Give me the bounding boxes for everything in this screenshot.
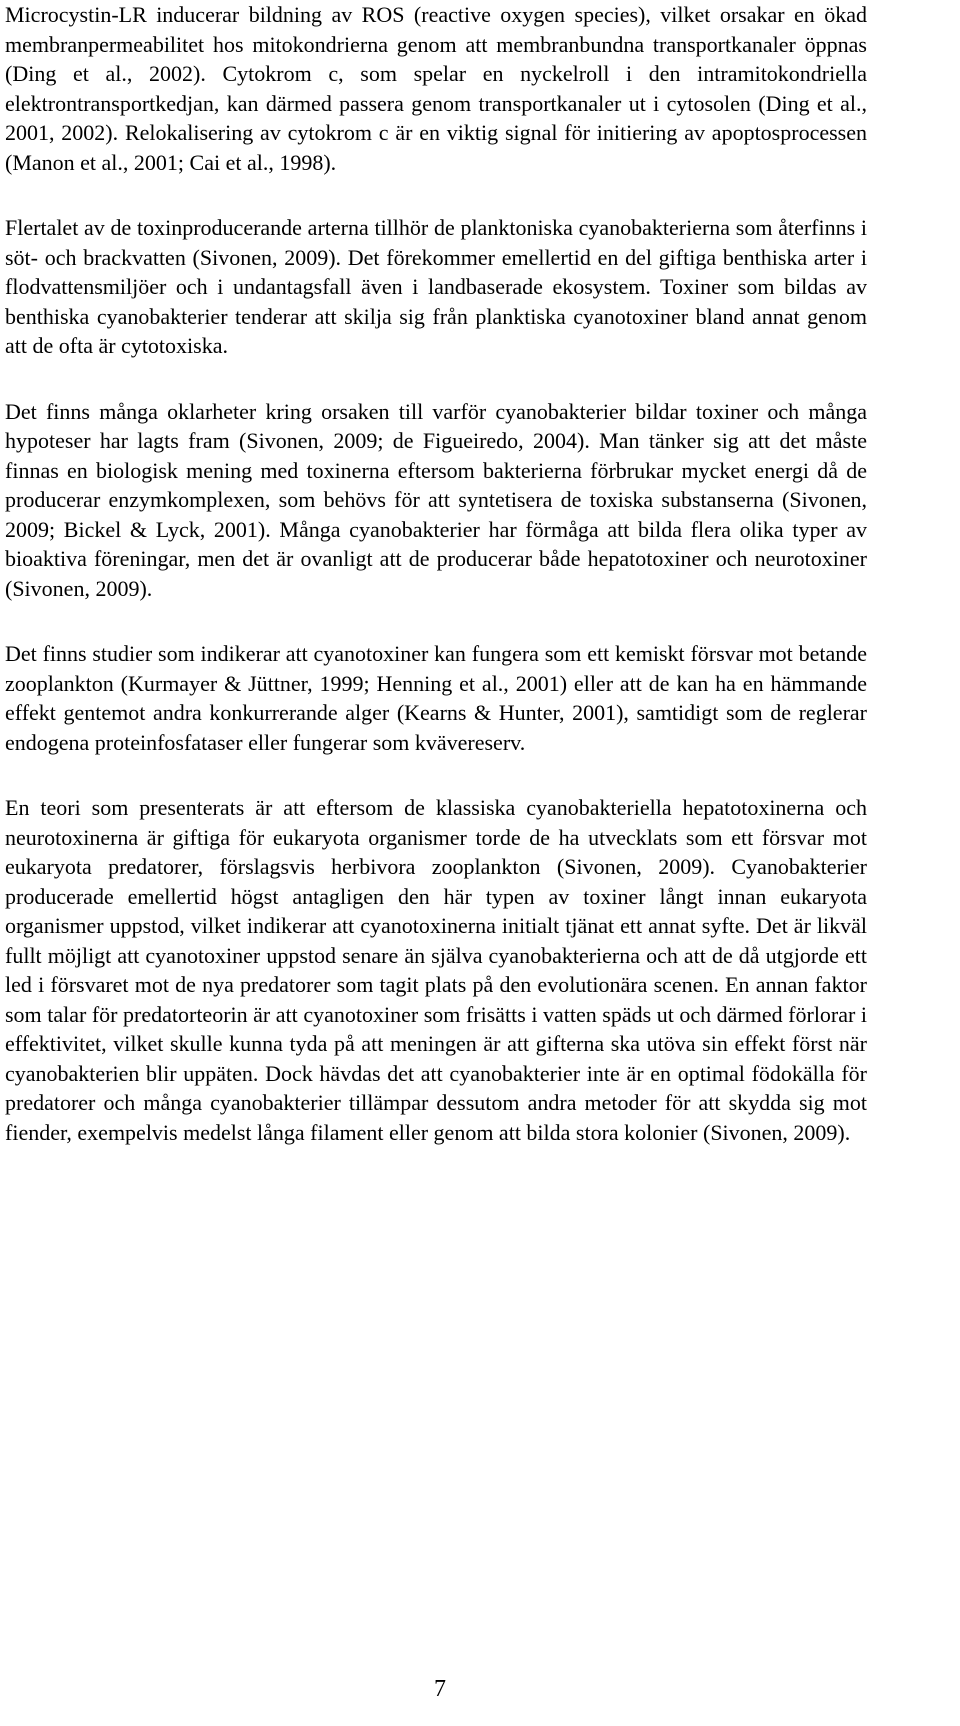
paragraph-3: Det finns många oklarheter kring orsaken till varför cyanobakterier bildar toxiner och många hypoteser har lagts fram (Sivonen, 2009; de Figueiredo, 2004). Man tänker sig att det måste finnas en biologisk mening med toxinerna eftersom bakterierna förbrukar mycket energi då de producerar enzymkomplexen, som behövs för att syntetisera de toxiska substanserna (Sivonen, 2009; Bickel & Lyck, 2001). Många cyanobakterier har förmåga att bilda flera olika typer av bioaktiva föreningar, men det är ovanligt att de producerar både hepatotoxiner och neurotoxiner (Sivonen, 2009). xyxy=(5,398,867,601)
paragraph-1: Microcystin-LR inducerar bildning av ROS (reactive oxygen species), vilket orsakar en ökad membranpermeabilitet hos mitokondrierna genom att membranbundna transportkanaler öppnas (Ding et al., 2002). Cytokrom c, som spelar en nyckelroll i den intramitokondriella elektrontransportkedjan, kan därmed passera genom transportkanaler ut i cytosolen (Ding et al., 2001, 2002). Relokalisering av cytokrom c är en viktig signal för initiering av apoptosprocessen (Manon et al., 2001; Cai et al., 1998). xyxy=(5,2,867,175)
paragraph-4: Det finns studier som indikerar att cyanotoxiner kan fungera som ett kemiskt försvar mot betande zooplankton (Kurmayer & Jüttner, 1999; Henning et al., 2001) eller att de kan ha en hämmande effekt gentemot andra konkurrerande alger (Kearns & Hunter, 2001), samtidigt som de reglerar endogena proteinfosfataser eller fungerar som kvävereserv. xyxy=(5,641,867,755)
page-number: 7 xyxy=(434,1676,446,1702)
paragraph-2: Flertalet av de toxinproducerande arterna tillhör de planktoniska cyanobakterierna som återfinns i söt- och brackvatten (Sivonen, 2009). Det förekommer emellertid en del giftiga benthiska arter i flodvattensmiljöer och i undantagsfall även i landbaserade ekosystem. Toxiner som bildas av benthiska cyanobakterier tenderar att skilja sig från planktiska cyanotoxiner bland annat genom att de ofta är cytotoxiska. xyxy=(5,215,867,358)
body-text xyxy=(5,0,867,1183)
paragraph-5: En teori som presenterats är att eftersom de klassiska cyanobakteriella hepatotoxinerna och neurotoxinerna är giftiga för eukaryota organismer torde de ha utvecklats som ett försvar mot eukaryota predatorer, förslagsvis herbivora zooplankton (Sivonen, 2009). Cyanobakterier producerade emellertid högst antagligen den här typen av toxiner långt innan eukaryota organismer uppstod, vilket indikerar att cyanotoxinerna initialt tjänat ett annat syfte. Det är likväl fullt möjligt att cyanotoxiner uppstod senare än själva cyanobakterierna och att de då utgjorde ett led i försvaret mot de nya predatorer som tagit plats på den evolutionära scenen. En annan faktor som talar för predatorteorin är att cyanotoxiner som frisätts i vatten späds ut och därmed förlorar i effektivitet, vilket skulle kunna tyda på att meningen är att gifterna ska utöva sin effekt först när cyanobakterien blir uppäten. Dock hävdas det att cyanobakterier inte är en optimal födokälla för predatorer och många cyanobakterier tillämpar dessutom andra metoder för att skydda sig mot fiender, exempelvis medelst långa filament eller genom att bilda stora kolonier (Sivonen, 2009). xyxy=(5,795,867,1145)
